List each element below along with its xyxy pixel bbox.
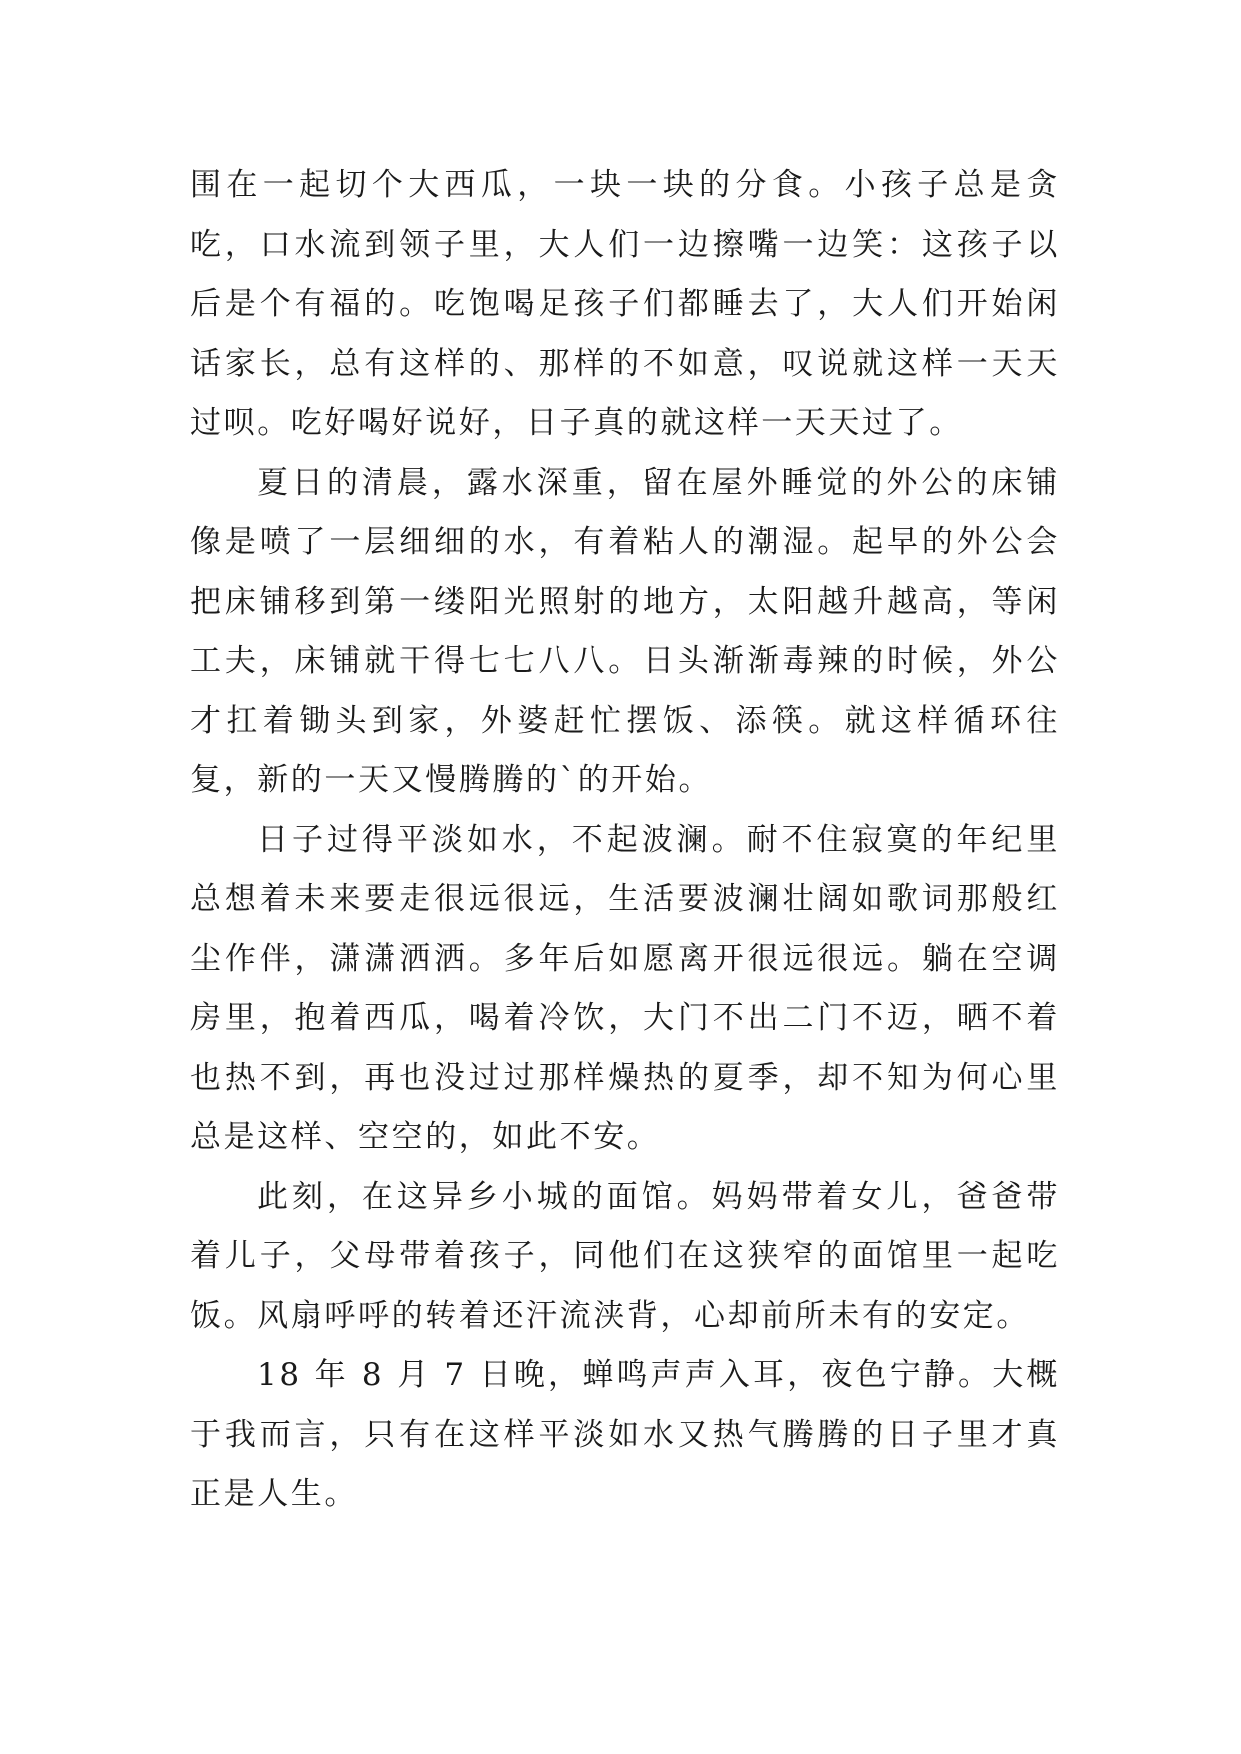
paragraph-2: 夏日的清晨，露水深重，留在屋外睡觉的外公的床铺像是喷了一层细细的水，有着粘人的潮湿。起早的外公会把床铺移到第一缕阳光照射的地方，太阳越升越高，等闲工夫，床铺就干得七七八八。日头渐渐毒辣的时候，外公才扛着锄头到家，外婆赶忙摆饭、添筷。就这样循环往复，新的一天又慢腾腾的`的开始。: [190, 464, 1060, 798]
paragraph-3: 日子过得平淡如水，不起波澜。耐不住寂寞的年纪里总想着未来要走很远很远，生活要波澜壮阔如歌词那般红尘作伴，潇潇洒洒。多年后如愿离开很远很远。躺在空调房里，抱着西瓜，喝着冷饮，大门不出二门不迈，晒不着也热不到，再也没过过那样燥热的夏季，却不知为何心里总是这样、空空的，如此不安。: [190, 821, 1060, 1155]
paragraph-1: 围在一起切个大西瓜，一块一块的分食。小孩子总是贪吃，口水流到领子里，大人们一边擦嘴一边笑：这孩子以后是个有福的。吃饱喝足孩子们都睡去了，大人们开始闲话家长，总有这样的、那样的不如意，叹说就这样一天天过呗。吃好喝好说好，日子真的就这样一天天过了。: [190, 167, 1060, 441]
paragraph-5: 18 年 8 月 7 日晚，蝉鸣声声入耳，夜色宁静。大概于我而言，只有在这样平淡如水又热气腾腾的日子里才真正是人生。: [190, 1357, 1060, 1512]
paragraph-4: 此刻，在这异乡小城的面馆。妈妈带着女儿，爸爸带着儿子，父母带着孩子，同他们在这狭窄的面馆里一起吃饭。风扇呼呼的转着还汗流浃背，心却前所未有的安定。: [190, 1178, 1060, 1334]
document-body: [190, 156, 1060, 1525]
